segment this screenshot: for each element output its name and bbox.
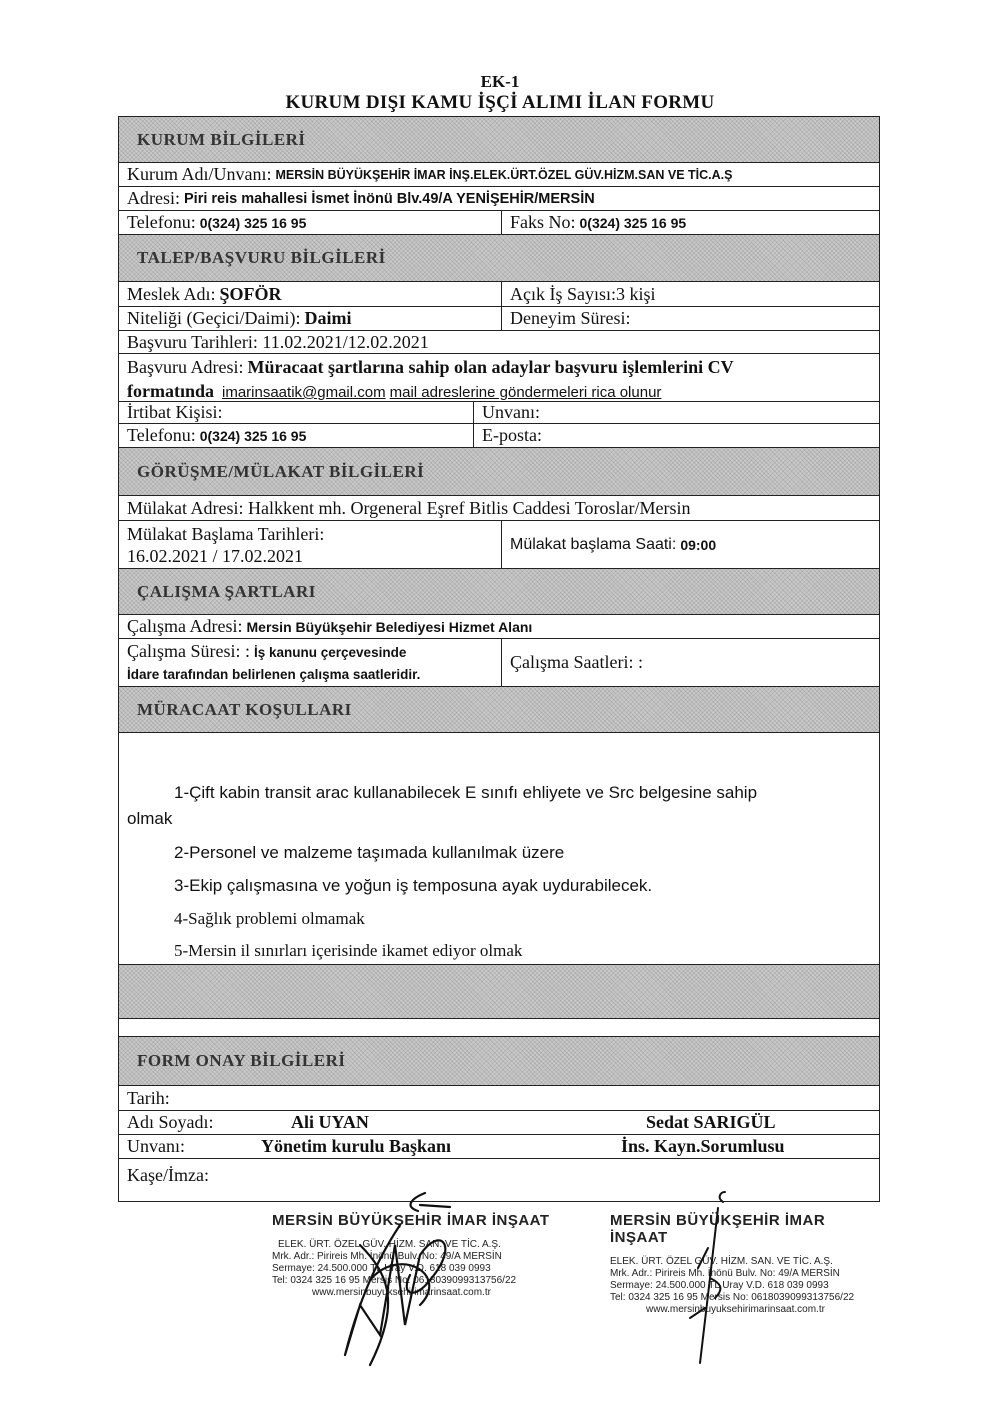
work-address-value: Mersin Büyükşehir Belediyesi Hizmet Alanı (246, 618, 533, 635)
row-basvuru-tarih (119, 331, 879, 354)
employment-type-value: Daimi (304, 308, 352, 328)
handwritten-signature-2 (670, 1188, 760, 1388)
condition-item: 2-Personel ve malzeme taşımada kullanılmak üzere (174, 843, 565, 862)
stamp-line: Mrk. Adr.: Pirireis Mh. İnönü Bulv. No: 49/A MERSİN (272, 1251, 502, 1262)
label: Faks No: (510, 212, 576, 232)
signatory-title-1: Yönetim kurulu Başkanı (261, 1136, 452, 1156)
application-address-text: formatında (127, 381, 214, 401)
application-address-text: Müracaat şartlarına sahip olan adaylar başvuru işlemlerini CV (247, 357, 734, 377)
form-annex-label: EK-1 (480, 72, 520, 91)
section-header-kurum (119, 117, 879, 163)
row-irtibat (119, 402, 879, 424)
stamp-signature-label: Kaşe/İmza: (127, 1165, 209, 1185)
row-calisma-adres (119, 615, 879, 639)
work-duration-value: İdare tarafından belirlenen çalışma saatleridir. (127, 666, 421, 682)
section-title: GÖRÜŞME/MÜLAKAT BİLGİLERİ (137, 461, 425, 481)
handwritten-signature-1 (300, 1185, 500, 1385)
label: Başvuru Adresi: (127, 357, 244, 377)
label: Çalışma Adresi: (127, 616, 243, 636)
stamp-line: www.mersinbuyuksehirimarinsaat.com.tr (312, 1287, 491, 1298)
condition-item: 5-Mersin il sınırları içerisinde ikamet ediyor olmak (174, 941, 523, 960)
stamp-line: ELEK. ÜRT. ÖZEL GÜV. HİZM. SAN. VE TİC. A.Ş. (610, 1256, 833, 1267)
stamp-line: Tel: 0324 325 16 95 Mersis No: 0618039099313756/22 (610, 1292, 855, 1303)
condition-item: 1-Çift kabin transit arac kullanabilecek E sınıfı ehliyete ve Src belgesine sahip (174, 783, 758, 802)
stamp-line: Sermaye: 24.500.000 TL Uray V.D. 618 039 0993 (272, 1263, 491, 1274)
row-tarih (119, 1086, 879, 1111)
section-header-talep (119, 235, 879, 282)
experience-label: Deneyim Süresi: (510, 308, 631, 328)
section-title: KURUM BİLGİLERİ (137, 129, 306, 149)
stamp-line: ELEK. ÜRT. ÖZEL GÜV. HİZM. SAN. VE TİC. A.Ş. (278, 1239, 501, 1250)
stamp-line: Sermaye: 24.500.000 TL Uray V.D. 618 039 0993 (610, 1280, 829, 1291)
application-dates: Başvuru Tarihleri: 11.02.2021/12.02.2021 (127, 331, 429, 352)
date-label: Tarih: (127, 1087, 170, 1108)
stamp-line: www.mersinbuyuksehirimarinsaat.com.tr (646, 1304, 825, 1315)
interview-address: Mülakat Adresi: Halkkent mh. Orgeneral Eşref Bitlis Caddesi Toroslar/Mersin (127, 497, 691, 518)
application-form-table (118, 116, 880, 1202)
condition-item: 4-Sağlık problemi olmamak (174, 909, 365, 928)
application-address-text: mail adreslerine göndermeleri rica olunur (389, 384, 662, 401)
application-conditions-block (119, 733, 879, 965)
signatory-title-2: İns. Kayn.Sorumlusu (621, 1136, 785, 1156)
row-mulakat-tarih (119, 521, 879, 569)
work-duration-value: İş kanunu çerçevesinde (254, 644, 407, 660)
contact-phone-value: 0(324) 325 16 95 (199, 427, 307, 444)
contact-person-label: İrtibat Kişisi: (127, 402, 223, 422)
row-nitelik (119, 307, 879, 331)
stamp-line: Tel: 0324 325 16 95 Mersis No: 0618039099313756/22 (272, 1275, 517, 1286)
work-hours-label: Çalışma Saatleri: : (510, 652, 643, 672)
row-basvuru-adres (119, 354, 879, 402)
blank-row (119, 1019, 879, 1037)
name-label: Adı Soyadı: (127, 1112, 214, 1132)
stamp-company-name: MERSİN BÜYÜKŞEHİR İMAR İNŞAAT (272, 1212, 550, 1229)
row-mulakat-adres (119, 496, 879, 521)
label: Telefonu: (127, 212, 196, 232)
label: Telefonu: (127, 425, 196, 445)
label: Kurum Adı/Unvanı: (127, 164, 272, 184)
interview-dates-value: 16.02.2021 / 17.02.2021 (127, 545, 304, 566)
interview-time-label: Mülakat başlama Saati: (510, 535, 677, 553)
label: Meslek Adı: (127, 283, 216, 304)
row-adres (119, 187, 879, 211)
contact-email-label: E-posta: (482, 425, 542, 445)
section-title: FORM ONAY BİLGİLERİ (137, 1051, 346, 1070)
section-header-calisma (119, 569, 879, 615)
form-title: KURUM DIŞI KAMU İŞÇİ ALIMI İLAN FORMU (285, 92, 715, 113)
shaded-spacer-row (119, 965, 879, 1019)
fax-value: 0(324) 325 16 95 (579, 214, 687, 231)
section-title: TALEP/BAŞVURU BİLGİLERİ (137, 248, 386, 267)
title-label: Unvanı: (127, 1136, 185, 1156)
interview-dates-label: Mülakat Başlama Tarihleri: (127, 523, 325, 544)
row-unvan (119, 1135, 879, 1159)
email-link[interactable]: imarinsaatik@gmail.com (222, 384, 386, 401)
section-title: MÜRACAAT KOŞULLARI (137, 699, 352, 719)
stamp-line: Mrk. Adr.: Pirireis Mh. İnönü Bulv. No: 49/A MERSİN (610, 1268, 840, 1279)
institution-name: MERSİN BÜYÜKŞEHİR İMAR İNŞ.ELEK.ÜRT.ÖZEL GÜV.HİZM.SAN VE TİC.A.Ş (275, 167, 733, 182)
condition-item: olmak (127, 809, 173, 828)
condition-item: 3-Ekip çalışmasına ve yoğun iş temposuna ayak uydurabilecek. (174, 876, 653, 895)
label: Adresi: (127, 188, 180, 208)
phone-value: 0(324) 325 16 95 (199, 214, 307, 231)
open-positions: Açık İş Sayısı:3 kişi (510, 283, 656, 304)
section-title: ÇALIŞMA ŞARTLARI (137, 581, 316, 601)
row-adsoyad (119, 1111, 879, 1135)
row-iletisim (119, 424, 879, 448)
row-calisma-sure (119, 639, 879, 687)
signatory-name-1: Ali UYAN (291, 1112, 369, 1132)
row-telefon-faks (119, 211, 879, 235)
section-header-onay (119, 1037, 879, 1086)
occupation-value: ŞOFÖR (219, 283, 282, 304)
section-header-muracaat (119, 687, 879, 733)
stamp-company-name: MERSİN BÜYÜKŞEHİR İMAR İNŞAAT (610, 1212, 826, 1246)
section-header-mulakat (119, 448, 879, 496)
label: Çalışma Süresi: : (127, 640, 250, 661)
institution-address: Piri reis mahallesi İsmet İnönü Blv.49/A YENİŞEHİR/MERSİN (184, 190, 595, 207)
row-meslek (119, 282, 879, 307)
interview-time-value: 09:00 (680, 536, 717, 553)
contact-title-label: Unvanı: (482, 402, 540, 422)
label: Niteliği (Geçici/Daimi): (127, 308, 301, 328)
row-kurum-adi (119, 163, 879, 187)
signatory-name-2: Sedat SARIGÜL (646, 1112, 776, 1132)
